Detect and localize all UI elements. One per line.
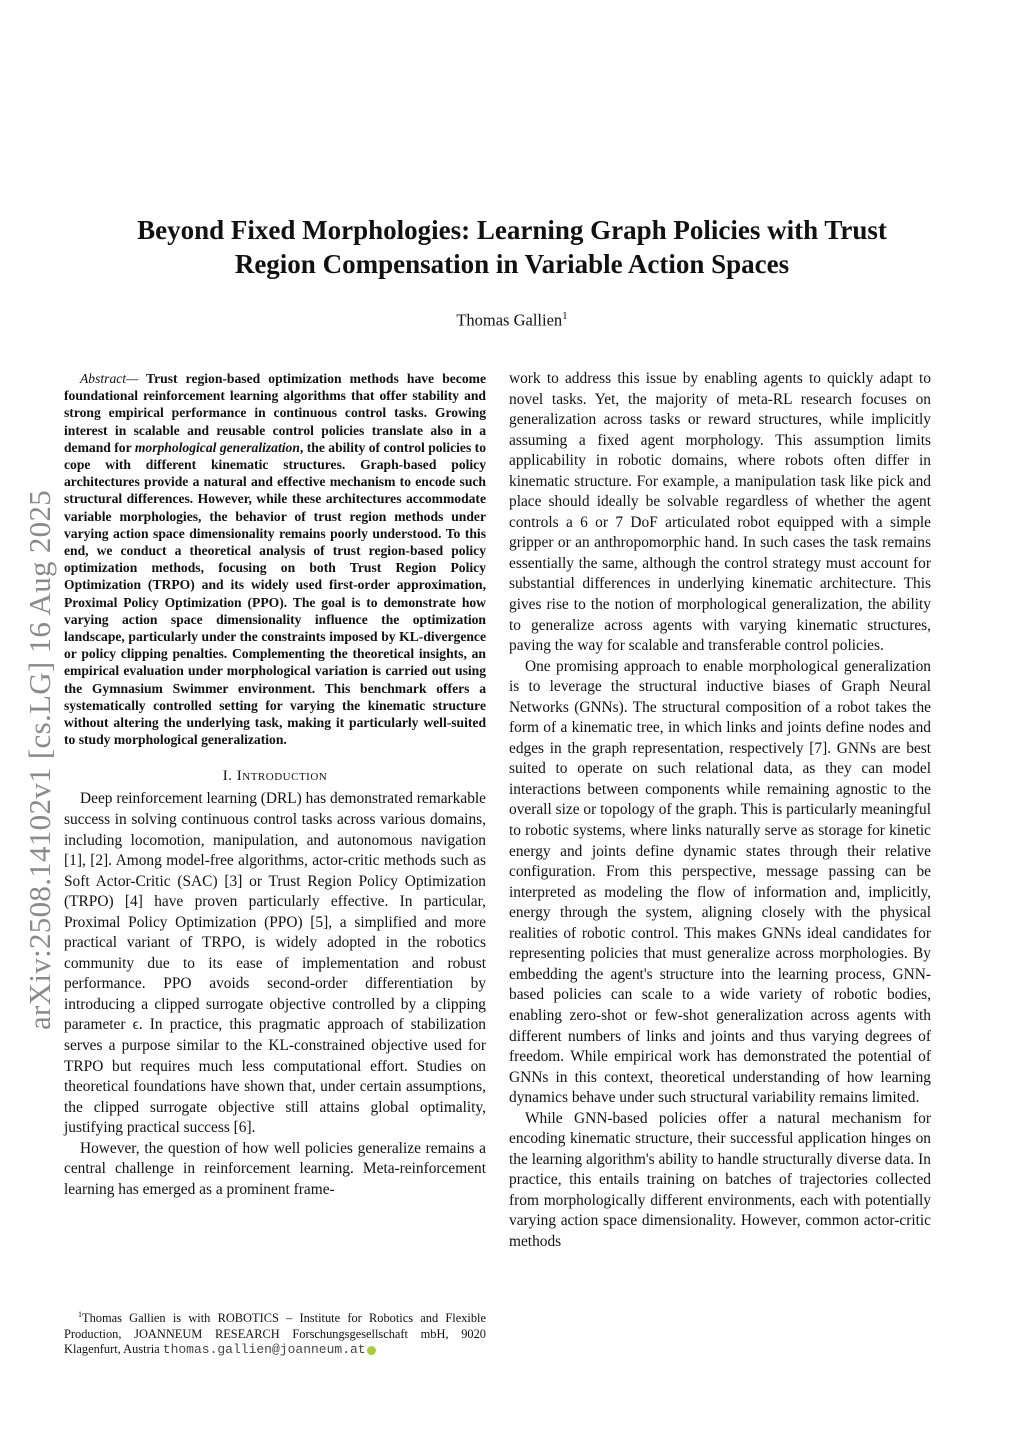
section-heading: I. Introduction bbox=[222, 768, 328, 785]
paragraph: One promising approach to enable morphological generalization is to leverage the structural inductive biases of Graph Neural Networks (GNNs). The structural composition of a robot takes the form of a kinematic tree, in which links and joints define nodes and edges in the graph representation, respectively [7]. GNNs are best suited to operate on such relational data, as they can model interactions between components while remaining agnostic to the overall size or topology of the graph. This is particularly meaningful to robotic systems, where links naturally serve as storage for kinetic energy and joints define dynamic states through their relative configuration. From this perspective, message passing can be interpreted as modeling the flow of information and, implicitly, energy through the system, aligning closely with the physical realities of robotic control. This makes GNNs ideal candidates for representing policies that must generalize across morphologies. By embedding the agent's structure into the learning process, GNN-based policies can scale to a wide variety of robotic bodies, enabling zero-shot or few-shot generalization across agents with different numbers of links and joints and thus varying degrees of freedom. While empirical work has demonstrated the potential of GNNs in this context, theoretical understanding of how learning dynamics behave under such structural variability remains limited. bbox=[509, 657, 931, 1107]
author bbox=[0, 310, 1024, 331]
paragraph: work to address this issue by enabling agents to quickly adapt to novel tasks. Yet, the majority of meta-RL research focuses on generalization across tasks or reward structures, while implicitly assuming a fixed agent morphology. This assumption limits applicability in robotic domains, where robots often differ in kinematic structure. For example, a manipulation task like pick and place should ideally be solvable regardless of whether the agent controls a 6 or 7 DoF articulated robot equipped with a simple gripper or an anthropomorphic hand. In such cases the task remains essentially the same, although the control strategy must account for substantial differences in underlying kinematic architecture. This gives rise to the notion of morphological generalization, the ability to generalize across agents with varying kinematic structures, paving the way for scalable and transferable control policies. bbox=[509, 370, 931, 655]
abstract-label: Abstract bbox=[80, 371, 127, 386]
abstract-text: , the ability of control policies to cope with different kinematic structures. Graph-based policy architectures provide a natural and effective mechanism to encode such structural differences. However, while these architectures accommodate variable morphologies, the behavior of trust region methods under varying action space dimensionality remains poorly understood. To this end, we conduct a theoretical analysis of trust region-based policy optimization methods, focusing on both Trust Region Policy Optimization (TRPO) and its widely used first-order approximation, Proximal Policy Optimization (PPO). The goal is to demonstrate how varying action space dimensionality influence the optimization landscape, particularly under the constraints imposed by KL-divergence or policy clipping penalties. Complementing the theoretical insights, an empirical evaluation under morphological variation is carried out using the Gymnasium Swimmer environment. This benchmark offers a systematically controlled setting for varying the kinematic structure without altering the underlying task, making it particularly well-suited to study morphological generalization. bbox=[64, 439, 487, 748]
abstract-text: Trust region-based optimization methods have become foundational reinforcement learning algorithms that offer stability and strong empirical performance in continuous control tasks. Growing interest in scalable and reusable control policies translate also in a demand for bbox=[64, 371, 486, 455]
title-line: Region Compensation in Variable Action Spaces bbox=[234, 249, 790, 279]
left-column bbox=[64, 370, 486, 1200]
abstract-dash: — bbox=[126, 371, 139, 386]
paragraph: While GNN-based policies offer a natural mechanism for encoding kinematic structure, their successful application hinges on the learning algorithm's ability to handle structurally diverse data. In practice, this entails training on batches of trajectories collected from morphologically different environments, each with potentially varying action space dimensionality. However, common actor-critic methods bbox=[509, 1109, 931, 1250]
paragraph: Deep reinforcement learning (DRL) has demonstrated remarkable success in solving continuous control tasks across various domains, including locomotion, manipulation, and autonomous navigation [1], [2]. Among model-free algorithms, actor-critic methods such as Soft Actor-Critic (SAC) [3] or Trust Region Policy Optimization (TRPO) [4] have proven particularly effective. In particular, Proximal Policy Optimization (PPO) [5], a simplified and more practical variant of TRPO, is widely adopted in the robotics community due to its ease of implementation and robust performance. PPO avoids second-order differentiation by introducing a clipped surrogate objective controlled by a clipping parameter ϵ. In practice, this pragmatic approach of stabilization serves a purpose similar to the KL-constrained objective used for TRPO but requires much less computational effort. Studies on theoretical foundations have shown that, under certain assumptions, the clipped surrogate objective still attains global optimality, justifying practical success [6]. bbox=[64, 790, 486, 1137]
author-name: Thomas Gallien bbox=[456, 310, 563, 330]
right-column bbox=[509, 369, 931, 1253]
footnote bbox=[64, 1307, 486, 1358]
title-line: Beyond Fixed Morphologies: Learning Graph Policies with Trust bbox=[137, 215, 887, 245]
footnote-mark: 1 bbox=[78, 1310, 82, 1319]
email-link[interactable]: thomas.gallien@joanneum.at bbox=[162, 1342, 366, 1358]
paper-title bbox=[0, 213, 1024, 281]
arxiv-stamp: arXiv:2508.14102v1 [cs.LG] 16 Aug 2025 bbox=[22, 489, 57, 1030]
paragraph: However, the question of how well policies generalize remains a central challenge in reinforcement learning. Meta-reinforcement learning has emerged as a prominent frame- bbox=[64, 1139, 486, 1198]
orcid-icon[interactable] bbox=[367, 1346, 376, 1355]
footnote-text: Thomas Gallien is with ROBOTICS – Institute for Robotics and Flexible Production, JOANNEUM RESEARCH Forschungsgesellschaft mbH, 9020 Klagenfurt, Austria bbox=[64, 1311, 486, 1357]
abstract bbox=[64, 370, 486, 748]
author-footnote-mark: 1 bbox=[562, 310, 568, 322]
abstract-emphasis: morphological generalization bbox=[134, 439, 300, 455]
